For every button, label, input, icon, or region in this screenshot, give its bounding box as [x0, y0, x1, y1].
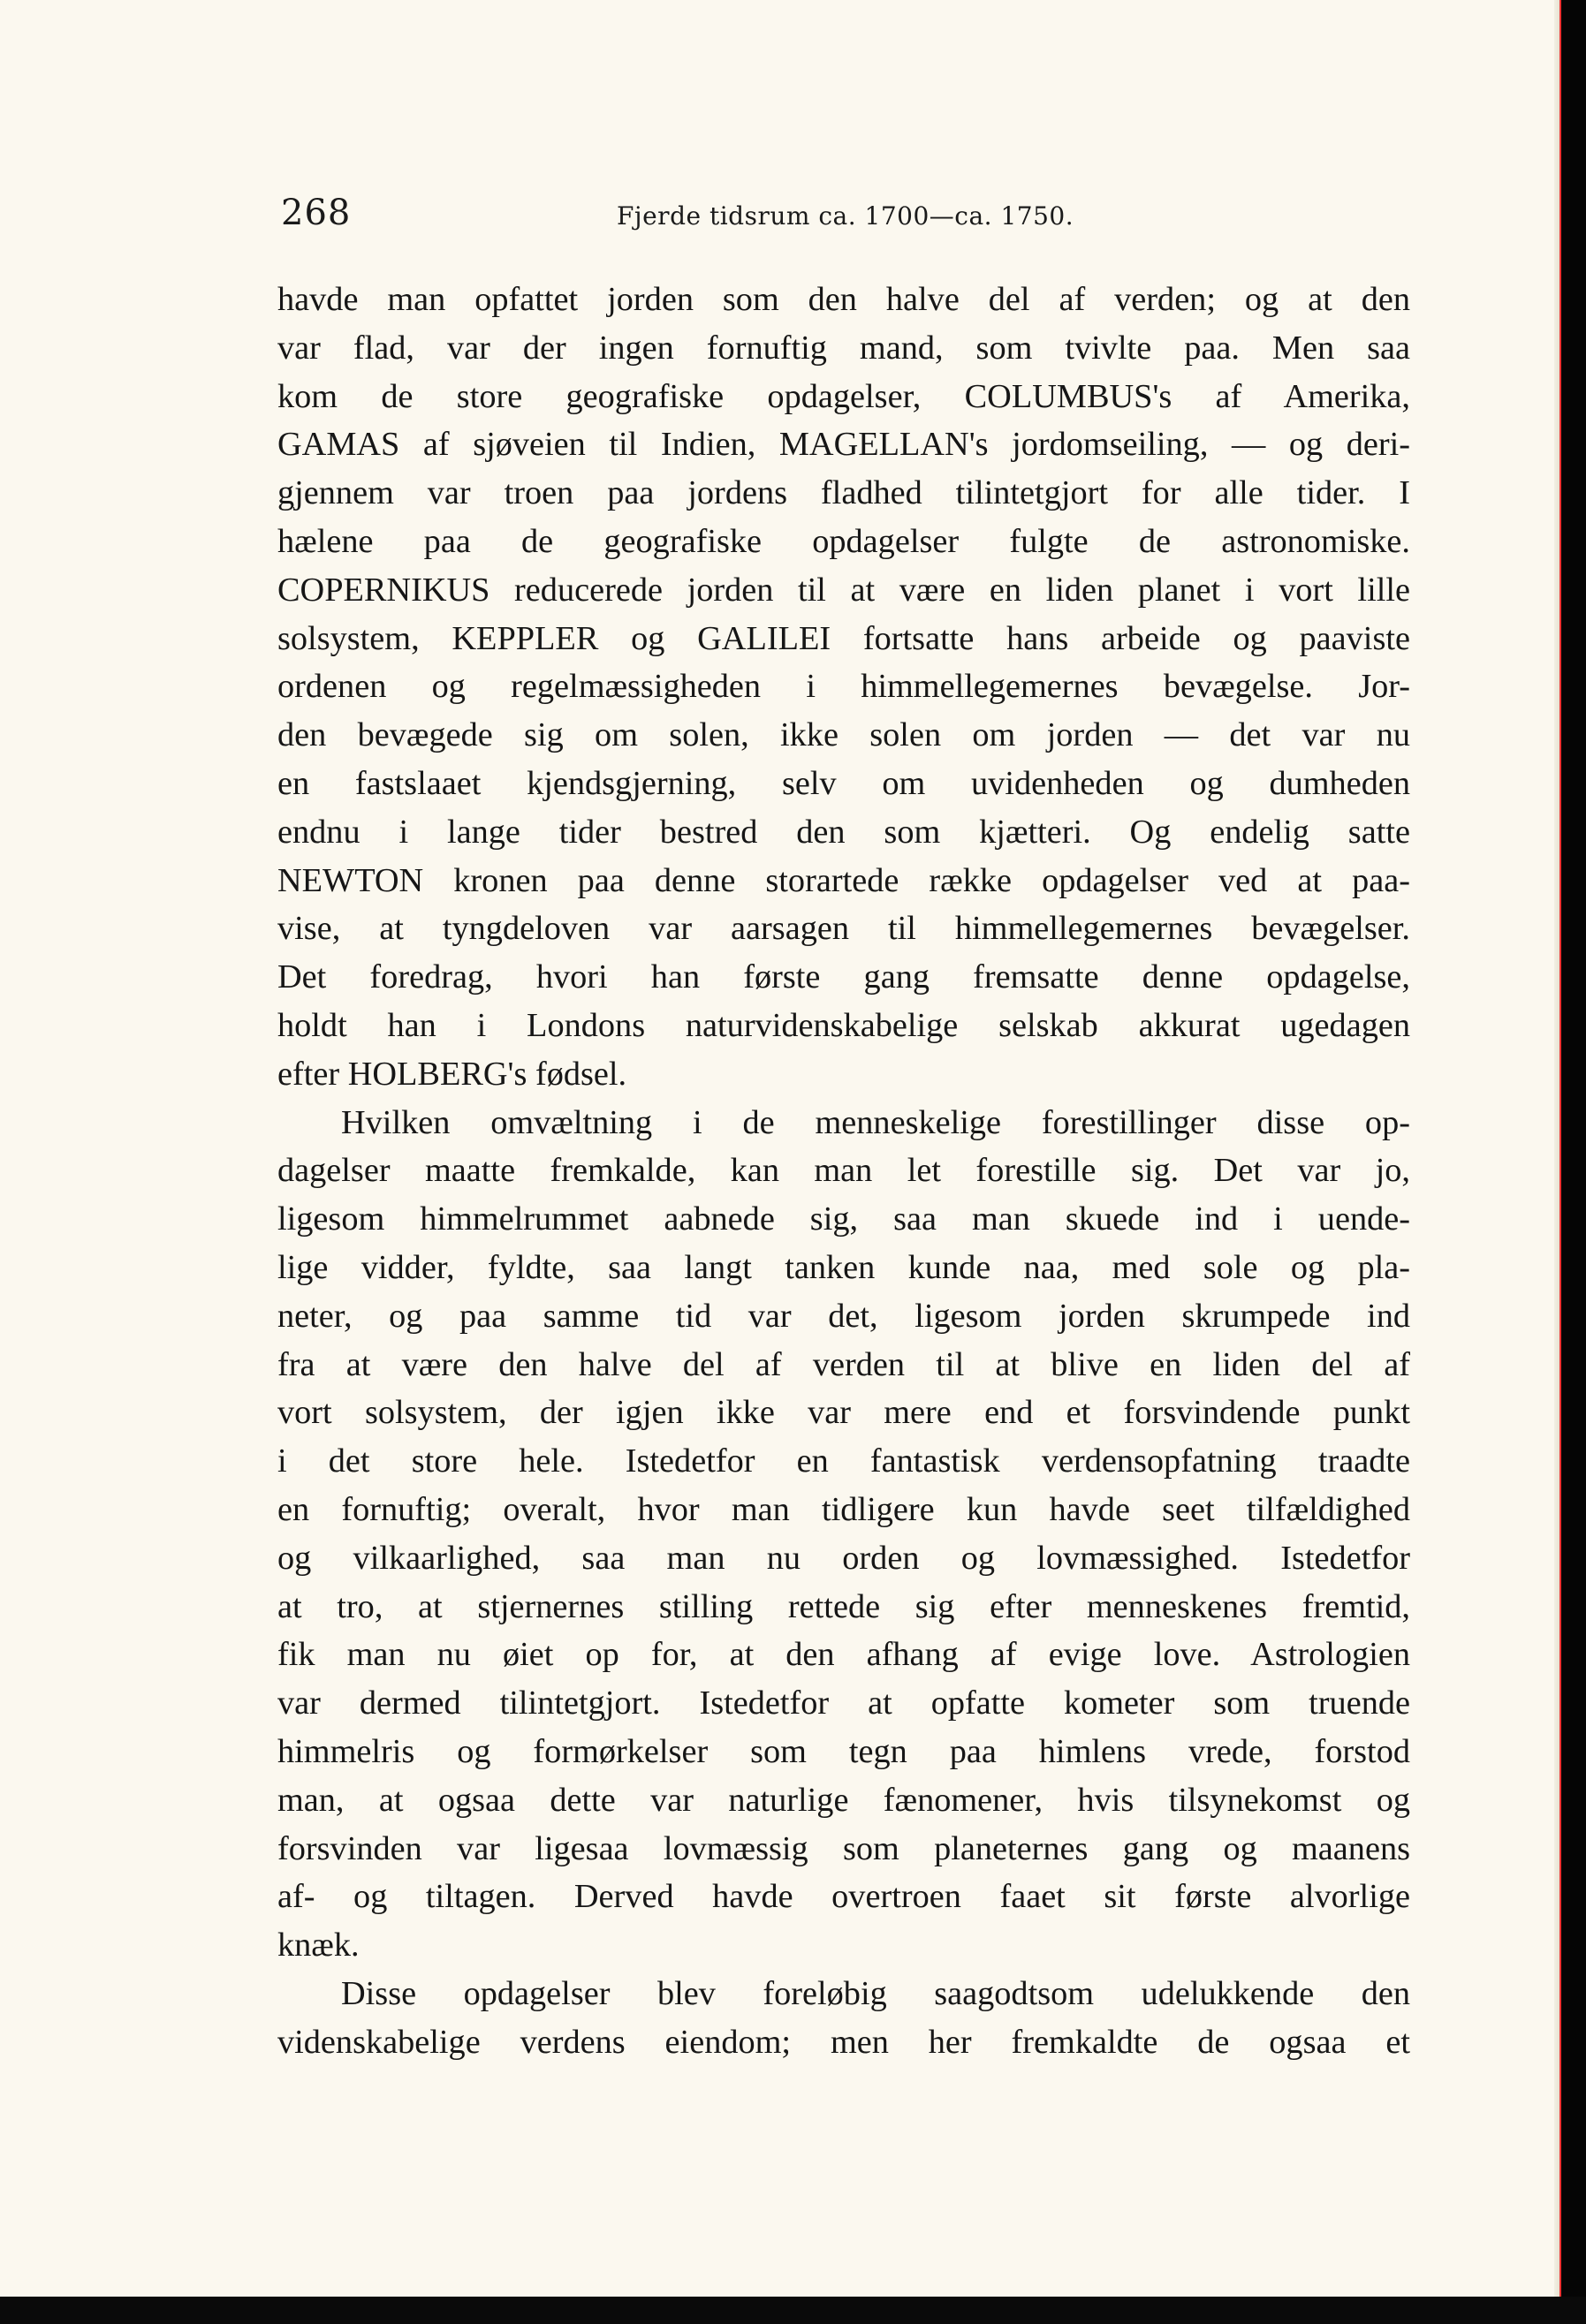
paragraph-2 [277, 1099, 1410, 1970]
text-line: neter, og paa samme tid var det, ligesom jorden skrumpede ind [277, 1297, 1410, 1335]
text-line: af- og tiltagen. Derved havde overtroen faaet sit første alvorlige [277, 1878, 1410, 1916]
text-line: en fornuftig; overalt, hvor man tidligere kun havde seet tilfældighed [277, 1490, 1410, 1528]
text-line: var flad, var der ingen fornuftig mand, som tvivlte paa. Men saa [277, 329, 1410, 367]
text-line: en fastslaaet kjendsgjerning, selv om uvidenheden og dumheden [277, 764, 1410, 802]
text-line: Hvilken omvæltning i de menneskelige forestillinger disse op- [341, 1103, 1410, 1141]
scan-edge-bottom [0, 2297, 1586, 2324]
text-line: havde man opfattet jorden som den halve del af verden; og at den [277, 281, 1410, 318]
text-line: at tro, at stjernernes stilling rettede sig efter menneskenes fremtid, [277, 1587, 1410, 1625]
text-line: knæk. [277, 1927, 360, 1964]
paragraph-3 [277, 1970, 1410, 2067]
body-text [277, 276, 1410, 2066]
scan-edge-right [1561, 0, 1586, 2297]
text-line: vise, at tyngdeloven var aarsagen til himmellegemernes bevægelser. [277, 910, 1410, 948]
text-line: Det foredrag, hvori han første gang fremsatte denne opdagelse, [277, 958, 1410, 996]
page-header [281, 193, 1412, 246]
text-line: efter HOLBERG's fødsel. [277, 1055, 627, 1093]
text-line: ligesom himmelrummet aabnede sig, saa man skuede ind i uende- [277, 1200, 1410, 1238]
text-line: i det store hele. Istedetfor en fantastisk verdensopfatning traadte [277, 1442, 1410, 1480]
text-line: fra at være den halve del af verden til at blive en liden del af [277, 1345, 1410, 1383]
text-line: og vilkaarlighed, saa man nu orden og lovmæssighed. Istedetfor [277, 1539, 1410, 1577]
text-line: forsvinden var ligesaa lovmæssig som planeternes gang og maanens [277, 1829, 1410, 1867]
running-head: Fjerde tidsrum ca. 1700—ca. 1750. [617, 201, 1074, 231]
text-line: himmelris og formørkelser som tegn paa himlens vrede, forstod [277, 1732, 1410, 1770]
text-line: kom de store geografiske opdagelser, COLUMBUS's af Amerika, [277, 377, 1410, 415]
text-line: man, at ogsaa dette var naturlige fænomener, hvis tilsynekomst og [277, 1781, 1410, 1819]
text-line: hælene paa de geografiske opdagelser fulgte de astronomiske. [277, 522, 1410, 560]
text-line: NEWTON kronen paa denne storartede række opdagelser ved at paa- [277, 861, 1410, 899]
text-line: endnu i lange tider bestred den som kjætteri. Og endelig satte [277, 813, 1410, 851]
text-line: vort solsystem, der igjen ikke var mere end et forsvindende punkt [277, 1394, 1410, 1432]
text-line: videnskabelige verdens eiendom; men her fremkaldte de ogsaa et [277, 2023, 1410, 2061]
text-line: dagelser maatte fremkalde, kan man let forestille sig. Det var jo, [277, 1152, 1410, 1190]
text-line: GAMAS af sjøveien til Indien, MAGELLAN's jordomseiling, — og deri- [277, 426, 1410, 464]
paragraph-1 [277, 276, 1410, 1099]
text-line: den bevægede sig om solen, ikke solen om jorden — det var nu [277, 716, 1410, 754]
text-line: var dermed tilintetgjort. Istedetfor at opfatte kometer som truende [277, 1684, 1410, 1722]
text-line: ordenen og regelmæssigheden i himmellegemernes bevægelse. Jor- [277, 668, 1410, 706]
page-number: 268 [281, 193, 352, 233]
text-line: gjennem var troen paa jordens fladhed tilintetgjort for alle tider. I [277, 474, 1410, 512]
text-line: holdt han i Londons naturvidenskabelige selskab akkurat ugedagen [277, 1006, 1410, 1044]
text-line: lige vidder, fyldte, saa langt tanken kunde naa, med sole og pla- [277, 1248, 1410, 1286]
text-line: Disse opdagelser blev foreløbig saagodtsom udelukkende den [341, 1974, 1410, 2012]
text-line: fik man nu øiet op for, at den afhang af evige love. Astrologien [277, 1636, 1410, 1674]
text-line: solsystem, KEPPLER og GALILEI fortsatte hans arbeide og paaviste [277, 619, 1410, 657]
text-line: COPERNIKUS reducerede jorden til at være en liden planet i vort lille [277, 571, 1410, 609]
